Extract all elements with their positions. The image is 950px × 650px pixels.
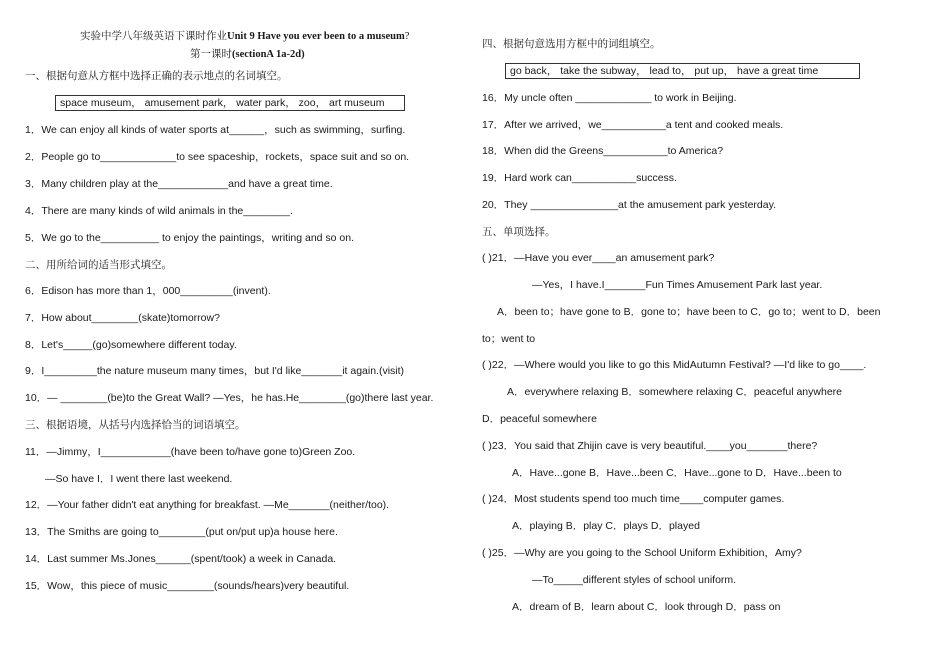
question-23: ( )23．You said that Zhijin cave is very beautiful.____you_______there? — [482, 440, 818, 452]
question-20: 20．They _______________at the amusement park yesterday. — [482, 199, 776, 211]
question-3: 3．Many children play at the____________and have a great time. — [25, 178, 333, 190]
question-7: 7．How about________(skate)tomorrow? — [25, 312, 220, 324]
question-15: 15．Wow，this piece of music________(sounds/hears)very beautiful. — [25, 580, 350, 592]
question-14: 14．Last summer Ms.Jones______(spent/took) a week in Canada. — [25, 553, 337, 565]
lesson-bold: (sectionA 1a-2d) — [232, 49, 305, 60]
question-25-reply: —To_____different styles of school uniform. — [532, 574, 737, 586]
page-title — [80, 30, 409, 44]
title-bold: Unit 9 Have you ever been to a museum — [227, 31, 405, 42]
section-3-heading: 三、根据语境，从括号内选择恰当的词语填空。 — [25, 419, 246, 431]
question-25: ( )25．—Why are you going to the School Uniform Exhibition，Amy? — [482, 547, 802, 559]
section-2-heading: 二、用所给词的适当形式填空。 — [25, 259, 172, 271]
question-10: 10．— ________(be)to the Great Wall? —Yes，he has.He________(go)there last year. — [25, 392, 434, 404]
section-5-heading: 五、单项选择。 — [482, 226, 556, 238]
question-12: 12．—Your father didn't eat anything for breakfast. —Me_______(neither/too). — [25, 499, 390, 511]
question-21-reply: —Yes，I have.I_______Fun Times Amusement Park last year. — [532, 279, 823, 291]
question-24-options: A．playing B．play C．plays D．played — [512, 520, 700, 532]
question-24: ( )24．Most students spend too much time____computer games. — [482, 493, 785, 505]
question-22-options-cont: D．peaceful somewhere — [482, 413, 597, 425]
question-18: 18．When did the Greens___________to America? — [482, 145, 724, 157]
question-21: ( )21．—Have you ever____an amusement park? — [482, 252, 715, 264]
question-16: 16．My uncle often _____________ to work in Beijing. — [482, 92, 737, 104]
question-19: 19．Hard work can___________success. — [482, 172, 677, 184]
phrase-box: go back， take the subway， lead to， put up， have a great time — [505, 63, 860, 79]
word-box-1: space museum， amusement park， water park， zoo， art museum — [55, 95, 405, 111]
question-4: 4．There are many kinds of wild animals in the________. — [25, 205, 293, 217]
question-11: 11．—Jimmy，I____________(have been to/have gone to)Green Zoo. — [25, 446, 356, 458]
question-13: 13．The Smiths are going to________(put on/put up)a house here. — [25, 526, 338, 538]
section-1-heading: 一、根据句意从方框中选择正确的表示地点的名词填空。 — [25, 70, 288, 82]
question-25-options: A．dream of B．learn about C．look through D．pass on — [512, 601, 781, 613]
question-5: 5．We go to the__________ to enjoy the paintings，writing and so on. — [25, 232, 355, 244]
section-4-heading: 四、根据句意选用方框中的词组填空。 — [482, 38, 661, 50]
lesson-prefix: 第一课时 — [190, 49, 232, 60]
question-22-options: A．everywhere relaxing B．somewhere relaxing C．peaceful anywhere — [507, 386, 842, 398]
lesson-subtitle — [190, 48, 305, 62]
question-9: 9．I_________the nature museum many times，but I'd like_______it again.(visit) — [25, 365, 405, 377]
question-21-options: A．been to；have gone to B．gone to；have been to C．go to；went to D．been — [497, 306, 881, 318]
question-17: 17．After we arrived，we___________a tent and cooked meals. — [482, 119, 784, 131]
question-8: 8．Let's_____(go)somewhere different today. — [25, 339, 237, 351]
question-21-options-cont: to；went to — [482, 333, 536, 345]
question-1: 1．We can enjoy all kinds of water sports at______，such as swimming，surfing. — [25, 124, 406, 136]
question-22: ( )22．—Where would you like to go this MidAutumn Festival? —I'd like to go____. — [482, 359, 867, 371]
question-2: 2．People go to_____________to see spaceship，rockets，space suit and so on. — [25, 151, 410, 163]
title-prefix: 实验中学八年级英语下课时作业 — [80, 31, 227, 42]
question-23-options: A．Have...gone B．Have...been C．Have...gone to D．Have...been to — [512, 467, 842, 479]
question-11-reply: —So have I．I went there last weekend. — [45, 473, 233, 485]
title-suffix: ? — [404, 31, 410, 42]
question-6: 6．Edison has more than 1，000_________(invent). — [25, 285, 271, 297]
